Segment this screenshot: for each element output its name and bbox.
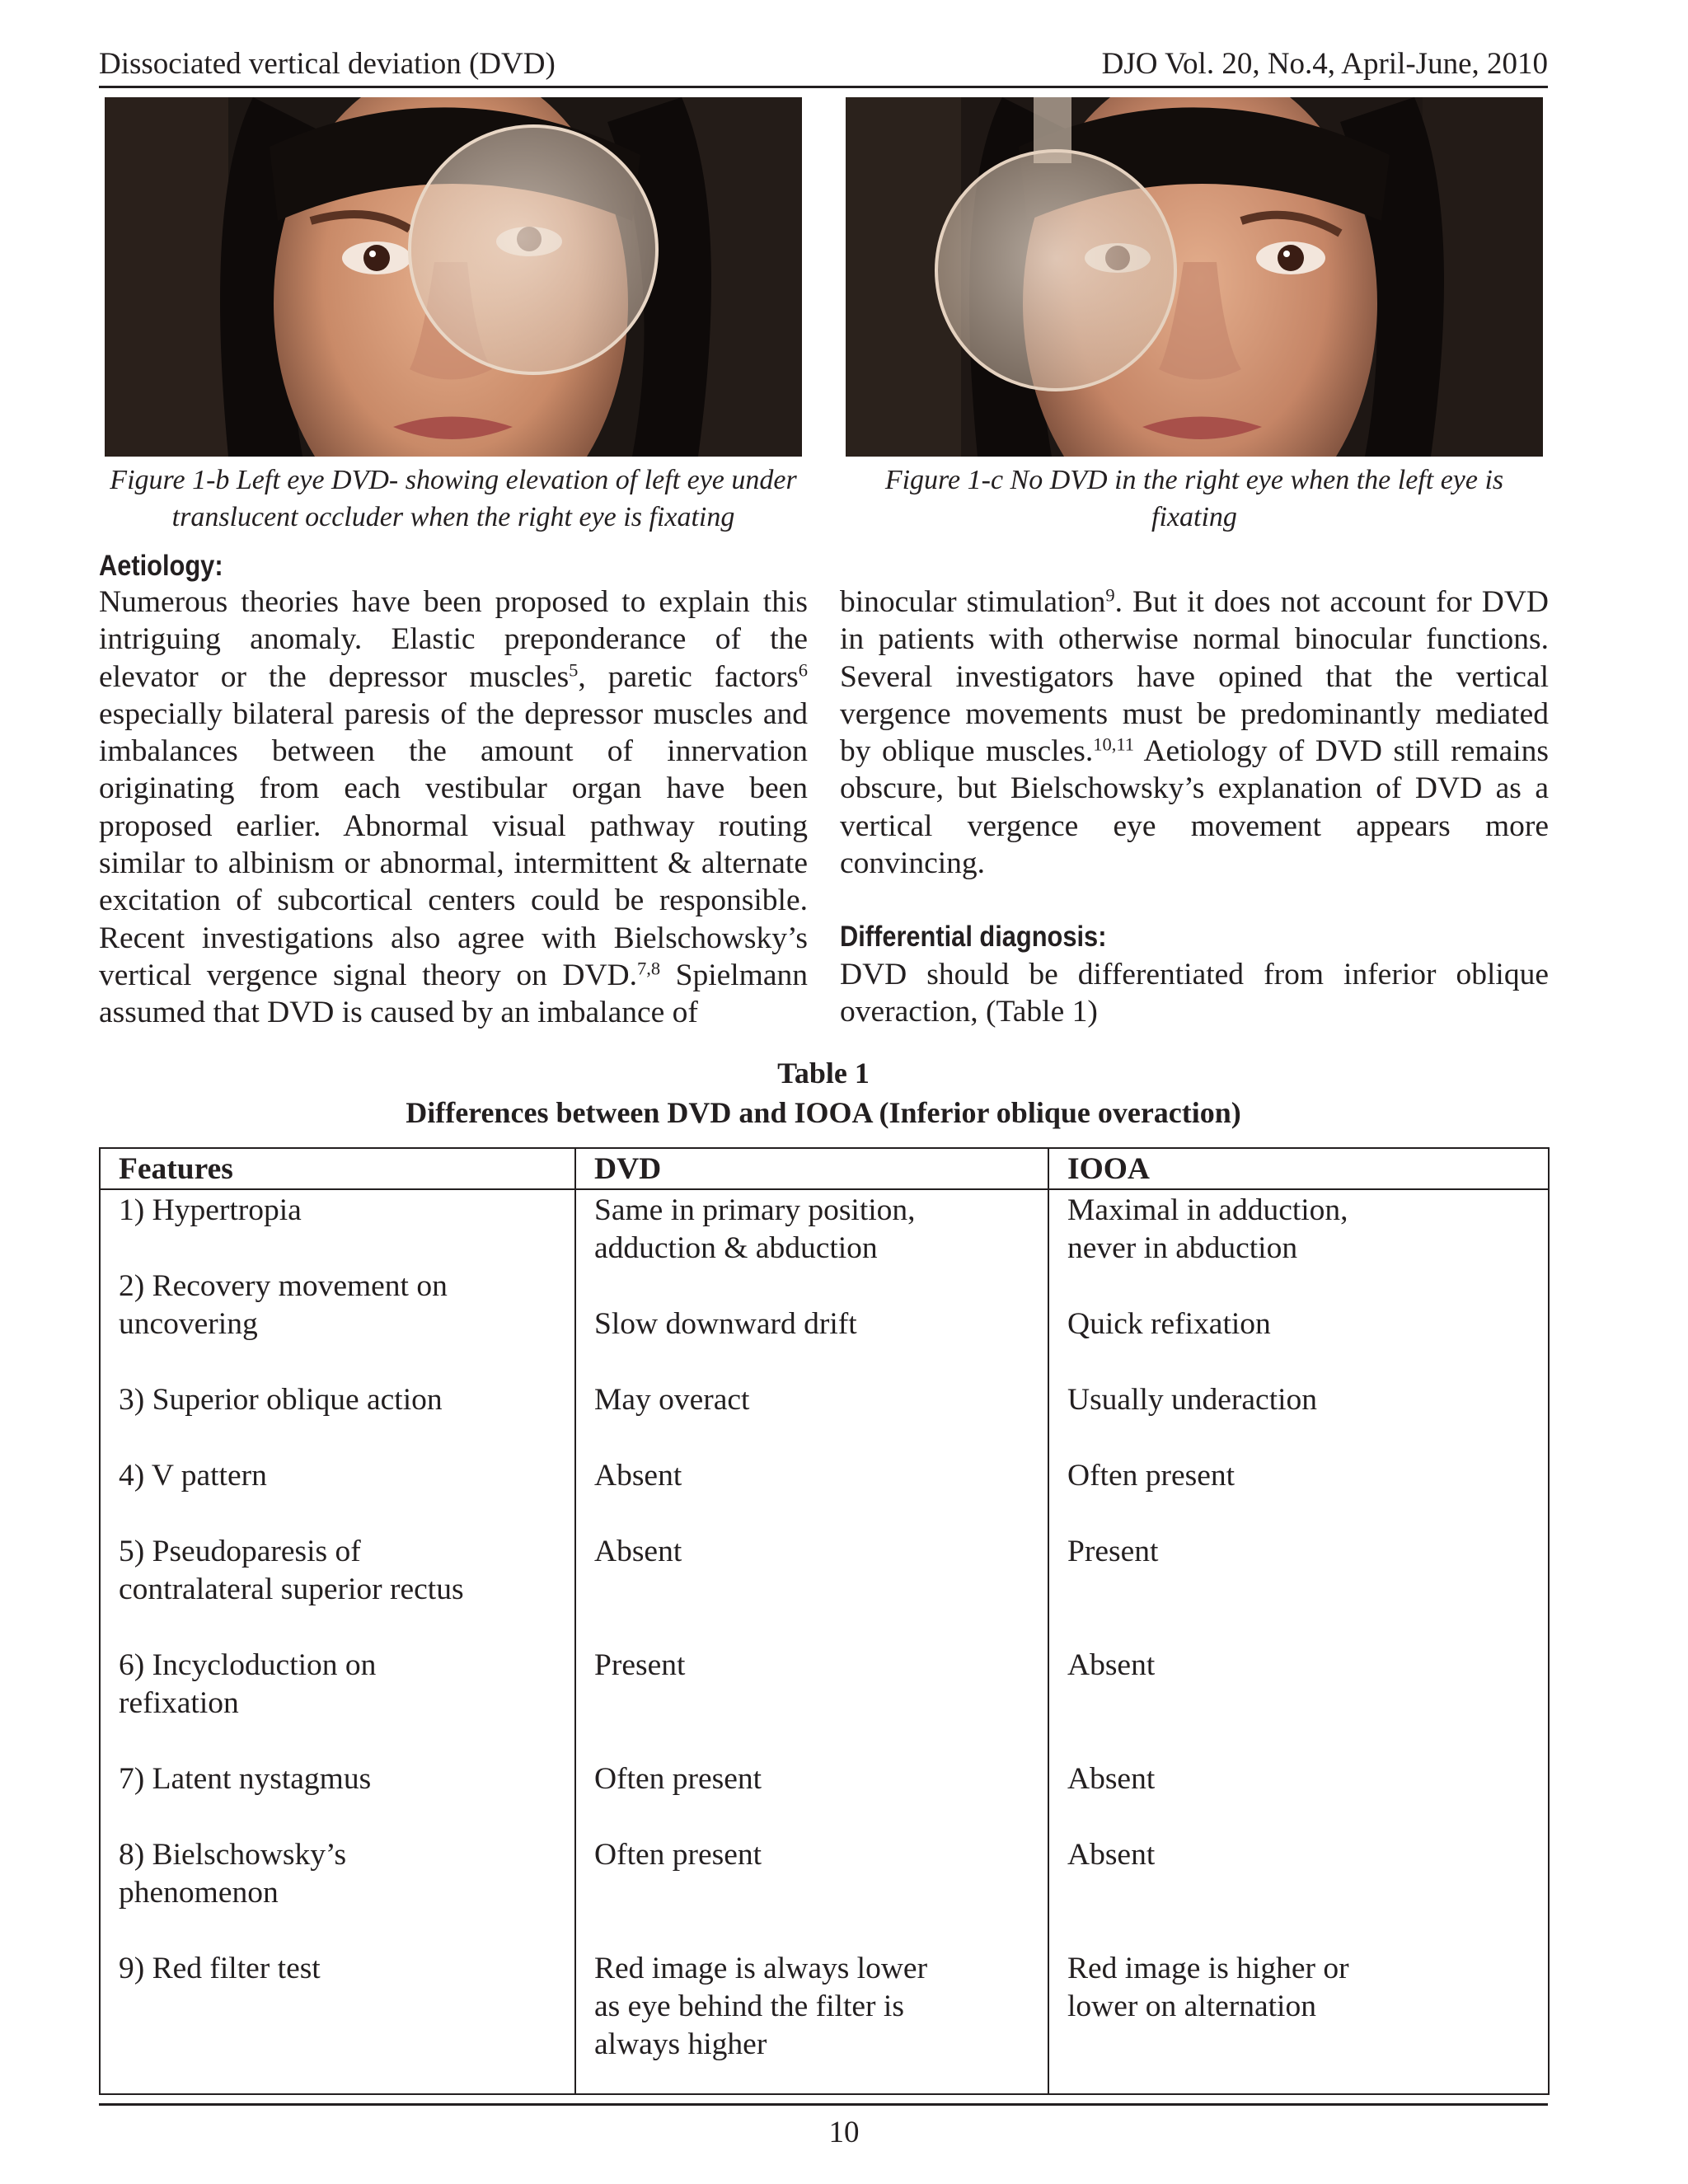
features-cell: 1) Hypertropia 2) Recovery movement on uncovering 3) Superior oblique action 4) V pattern 5) Pseudoparesis of contralateral superior rectus 6) Incycloduction on refixation 7) Latent nystagmus 8) Bielschowsky’s phenomenon 9) Red filter test (119, 1193, 464, 1985)
dvd-vs-iooa-table (99, 1147, 1550, 2095)
footer-rule (99, 2103, 1548, 2106)
dvd-column (575, 1189, 1048, 2094)
figure-1b-photo (105, 97, 802, 457)
table-label: Table 1 (777, 1057, 870, 1090)
running-header-title: Dissociated vertical deviation (DVD) (99, 47, 556, 81)
iooa-cell: Maximal in adduction, never in abduction Quick refixation Usually underaction Often present Present Absent Absent Absent Red image is higher or lower on alternation (1067, 1193, 1349, 2023)
differential-diagnosis-text (840, 956, 1549, 1031)
text-run: Numerous theories have been proposed to explain this intriguing anomaly. Elastic preponderance of the elevator or the depressor muscles (99, 585, 808, 694)
text-run: binocular stimulation (840, 585, 1106, 619)
figure-1b-caption: Figure 1-b Left eye DVD- showing elevation of left eye under translucent occluder when the right eye is fixating (110, 465, 797, 532)
iooa-column (1048, 1189, 1549, 2094)
citation-ref: 7,8 (636, 958, 661, 979)
text-run: . But it does not account for DVD in patients with otherwise normal binocular functions. Several investigators have opined that the vertical vergence movements must be predominantly mediated by oblique muscles. (840, 585, 1549, 769)
text-run: especially bilateral paresis of the depressor muscles and imbalances between the amount of innervation originating from each vestibular organ have been proposed earlier. Abnormal visual pathway routing similar to albinism or abnormal, intermittent & alternate excitation of subcortical centers could be responsible. Recent investigations also agree with Bielschowsky’s vertical vergence signal theory on DVD. (99, 696, 808, 992)
text-run: , paretic factors (578, 659, 799, 694)
differential-paragraph: DVD should be differentiated from inferior oblique overaction, (Table 1) (840, 958, 1549, 1029)
page-number: 10 (828, 2116, 860, 2149)
aetiology-paragraph (99, 583, 808, 1032)
aetiology-paragraph-continued (840, 583, 1549, 882)
citation-ref: 9 (1105, 584, 1115, 606)
header-features: Features (100, 1148, 575, 1189)
features-column (100, 1189, 575, 2094)
header-dvd: DVD (575, 1148, 1048, 1189)
dvd-cell: Same in primary position, adduction & abduction Slow downward drift May overact Absent Absent Present Often present Often present Red image is always lower as eye behind the filter is always higher (594, 1193, 928, 2061)
differential-diagnosis-heading: Differential diagnosis: (840, 921, 1107, 953)
citation-ref: 10,11 (1093, 733, 1135, 755)
aetiology-right-column (840, 583, 1549, 882)
running-header-journal: DJO Vol. 20, No.4, April-June, 2010 (1101, 47, 1548, 81)
text-run: Spielmann assumed that DVD is caused by an imbalance of (99, 958, 808, 1030)
table-row (100, 1189, 1549, 2094)
citation-ref: 6 (798, 659, 808, 681)
figure-1c-photo (846, 97, 1543, 457)
table-title: Differences between DVD and IOOA (Inferior oblique overaction) (406, 1096, 1241, 1129)
aetiology-heading: Aetiology: (99, 550, 223, 582)
figure-1c-caption: Figure 1-c No DVD in the right eye when the left eye is fixating (884, 465, 1504, 532)
text-run: Aetiology of DVD still remains obscure, but Bielschowsky’s explanation of DVD as a vertical vergence eye movement appears more convincing. (840, 734, 1549, 881)
header-rule (99, 86, 1548, 88)
table-header-row (100, 1148, 1549, 1189)
citation-ref: 5 (569, 659, 579, 681)
aetiology-left-column (99, 583, 808, 1032)
header-iooa: IOOA (1048, 1148, 1549, 1189)
